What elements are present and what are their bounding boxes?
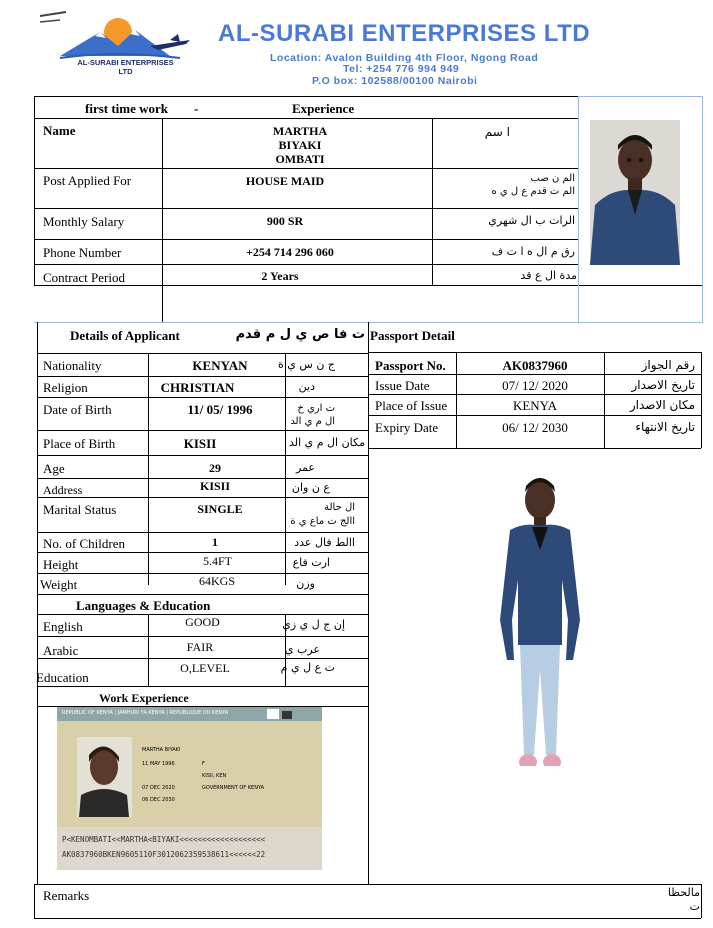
contract-label: Contract Period <box>43 270 125 285</box>
height-value: 5.4FT <box>202 554 232 568</box>
english-arabic: إن ج ل ي زي <box>282 618 345 631</box>
height-arabic: ارت فاع <box>292 556 330 569</box>
passport-heading: Passport Detail <box>370 328 455 343</box>
pob-label: Place of Birth <box>43 436 116 451</box>
children-arabic: االط فال عدد <box>294 536 355 549</box>
expiry-date-label: Expiry Date <box>375 420 439 435</box>
passport-scan-image <box>57 707 322 870</box>
children-value: 1 <box>212 535 218 549</box>
salary-arabic: الرات ب ال شهري <box>488 214 575 227</box>
company-pobox: P.O box: 102588/00100 Nairobi <box>312 75 478 87</box>
religion-value: CHRISTIAN <box>160 380 235 395</box>
place-of-issue-label: Place of Issue <box>375 398 448 413</box>
post-arabic: الم ن صب الم ت قدم ع ل ي ه <box>491 173 575 197</box>
pob-value: KISII <box>183 436 217 451</box>
passport-scan-expiry: 06 DEC 2030 <box>142 797 175 803</box>
contract-arabic: مدة ال ع قد <box>520 269 577 282</box>
passport-scan-issue: 07 DEC 2020 <box>142 785 175 791</box>
weight-label: Weight <box>40 577 78 592</box>
passport-scan-sex: F <box>202 761 205 767</box>
details-heading-arabic: ت فا ص ي ل م قدم <box>235 327 365 342</box>
age-arabic: عمر <box>296 461 315 474</box>
company-location: Location: Avalon Building 4th Floor, Ngong Road <box>270 52 539 64</box>
nationality-label: Nationality <box>43 358 102 373</box>
passport-no-arabic: رقم الجواز <box>641 358 695 372</box>
passport-scan-dob: 11 MAY 1996 <box>142 761 175 767</box>
address-label: Address <box>43 483 83 497</box>
english-value: GOOD <box>185 615 220 629</box>
name-label: Name <box>43 123 76 138</box>
expiry-date-arabic: تاريخ الانتهاء <box>635 420 695 434</box>
remarks-label: Remarks <box>43 888 90 903</box>
dob-arabic: ت اري خ ال م ي الد <box>290 403 335 427</box>
arabic-value: FAIR <box>186 640 214 654</box>
details-heading: Details of Applicant <box>70 328 180 343</box>
experience-first-time: first time work <box>85 101 169 116</box>
name-value: MARTHA BIYAKI OMBATI <box>272 124 328 166</box>
name-arabic: ا سم <box>484 125 510 139</box>
passport-scan-name: MARTHA BIYAKI <box>142 747 181 753</box>
issue-date-value: 07/ 12/ 2020 <box>502 378 568 393</box>
company-name: AL-SURABI ENTERPRISES LTD <box>218 20 591 47</box>
phone-arabic: رق م ال ه ا ت ف <box>491 245 575 258</box>
english-label: English <box>43 619 83 634</box>
passport-no-value: AK0837960 <box>502 358 568 373</box>
passport-no-label: Passport No. <box>375 358 446 373</box>
passport-scan-authority: GOVERNMENT OF KENYA <box>202 785 265 791</box>
expiry-date-value: 06/ 12/ 2030 <box>502 420 568 435</box>
post-value: HOUSE MAID <box>245 174 325 188</box>
phone-label: Phone Number <box>43 245 122 260</box>
passport-mrz-line-2: AK0837960BKEN9605110F3012062359538611<<<<<<22 <box>62 850 266 859</box>
experience-dash: - <box>194 101 199 116</box>
weight-arabic: وزن <box>296 577 315 590</box>
weight-value: 64KGS <box>198 574 235 588</box>
children-label: No. of Children <box>43 536 125 551</box>
place-of-issue-arabic: مكان الاصدار <box>629 398 695 412</box>
education-label: Education <box>36 670 89 685</box>
experience-label: Experience <box>292 101 355 116</box>
applicant-portrait <box>590 120 680 265</box>
issue-date-arabic: تاريخ الاصدار <box>631 378 695 392</box>
salary-value: 900 SR <box>266 214 304 228</box>
marital-value: SINGLE <box>197 502 243 516</box>
company-tel: Tel: +254 776 994 949 <box>343 63 460 75</box>
issue-date-label: Issue Date <box>375 378 430 393</box>
religion-arabic: دين <box>298 380 315 393</box>
age-value: 29 <box>209 461 221 475</box>
arabic-lang-arabic: عرب ي <box>284 643 320 656</box>
address-arabic: ع ن وان <box>291 481 330 494</box>
dob-label: Date of Birth <box>43 402 112 417</box>
applicant-full-body-photo <box>490 470 590 790</box>
nationality-arabic: ج ن س ي ة <box>278 358 335 371</box>
marital-arabic: ال حالة االج ت ماع ي ة <box>290 502 355 527</box>
passport-scan-place: KISII, KEN <box>202 773 227 779</box>
languages-heading: Languages & Education <box>76 598 211 613</box>
education-value: O,LEVEL <box>180 661 230 675</box>
dob-value: 11/ 05/ 1996 <box>187 402 253 417</box>
work-experience-heading: Work Experience <box>99 691 189 705</box>
place-of-issue-value: KENYA <box>512 398 558 413</box>
age-label: Age <box>43 461 65 476</box>
religion-label: Religion <box>43 380 88 395</box>
marital-label: Marital Status <box>43 502 117 517</box>
post-label: Post Applied For <box>43 173 132 188</box>
passport-scan-header: REPUBLIC OF KENYA | JAMHURI YA KENYA | REPUBLIQUE DU KENYA <box>62 710 229 716</box>
passport-mrz-line-1: P<KENOMBATI<<MARTHA<BIYAKI<<<<<<<<<<<<<<<<<<< <box>62 835 266 844</box>
salary-label: Monthly Salary <box>43 214 125 229</box>
contract-value: 2 Years <box>261 269 299 283</box>
pob-arabic: مكان ال م ي الد <box>288 436 365 449</box>
phone-value: +254 714 296 060 <box>246 245 334 259</box>
nationality-value: KENYAN <box>192 358 248 373</box>
remarks-arabic: مالحظا ت <box>667 886 700 913</box>
arabic-label: Arabic <box>43 643 79 658</box>
address-value: KISII <box>199 479 231 493</box>
height-label: Height <box>43 557 79 572</box>
logo-text: AL-SURABI ENTERPRISES LTD <box>77 58 174 76</box>
education-arabic: ت ع ل ي م <box>280 661 335 674</box>
